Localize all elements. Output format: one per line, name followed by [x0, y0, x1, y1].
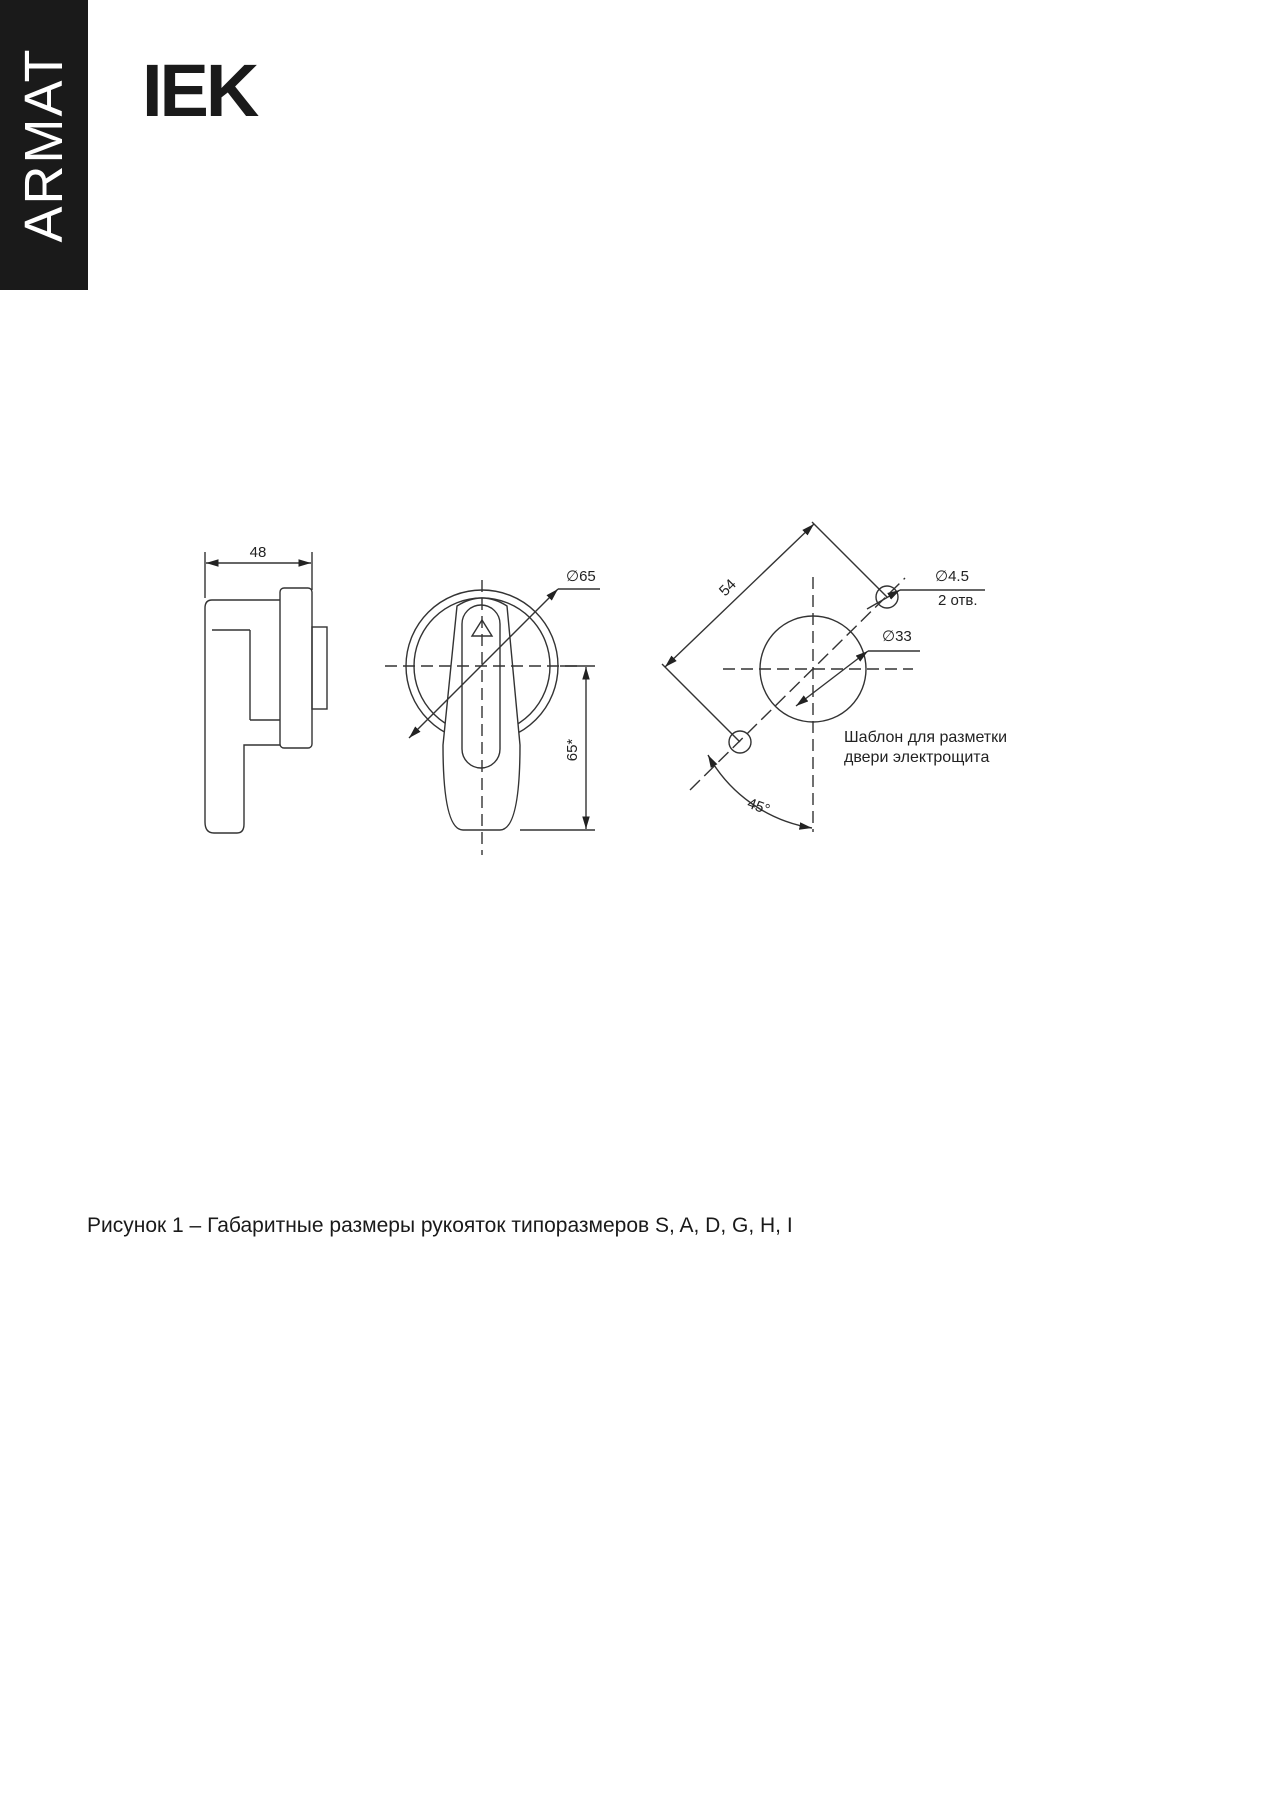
side-view [205, 552, 327, 833]
brand-logo: IEK [142, 49, 257, 132]
front-view [385, 580, 600, 855]
dim-hole-count-label: 2 отв. [938, 592, 978, 609]
figure-caption: Рисунок 1 – Габаритные размеры рукояток типоразмеров S, A, D, G, H, I [87, 1214, 793, 1237]
dim-angle-label: 45° [744, 794, 773, 819]
template-note-line2: двери электрощита [844, 749, 990, 766]
dim-hole-diameter-label: ∅4.5 [935, 568, 969, 585]
template-note-line1: Шаблон для разметки [844, 729, 1008, 746]
dim-height-65-label: 65* [564, 738, 581, 762]
dim-center-diameter-label: ∅33 [882, 628, 912, 645]
dim-distance-54-label: 54 [715, 575, 740, 600]
dim-width-label: 48 [249, 544, 267, 561]
dim-diameter-65-label: ∅65 [566, 568, 596, 585]
series-name: ARMAT [14, 47, 74, 243]
